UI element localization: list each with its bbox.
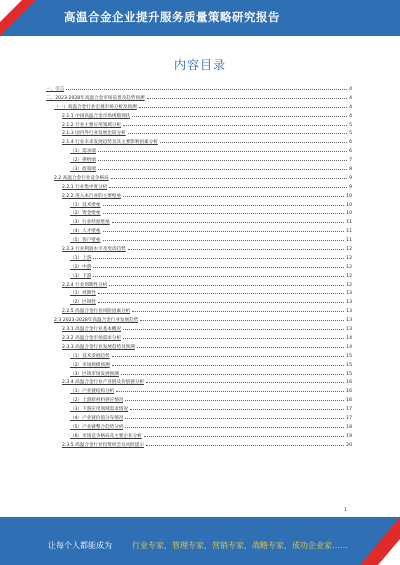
- toc-entry[interactable]: [46, 413, 352, 422]
- toc-leader-dots: [103, 235, 345, 241]
- toc-entry[interactable]: [46, 102, 352, 111]
- toc-leader-dots: [93, 253, 344, 259]
- toc-entry-page: 11: [346, 220, 352, 226]
- toc-entry-page: 11: [346, 238, 352, 244]
- toc-entry[interactable]: [46, 333, 352, 342]
- toc-entry-text: 2.2.2 进入本行业的主要壁垒: [62, 193, 122, 199]
- toc-entry-text: 2.3.3 高温合金行业发展趋势及预测: [62, 344, 135, 350]
- toc-entry-page: 13: [346, 309, 352, 315]
- toc-leader-dots: [98, 155, 347, 161]
- toc-entry-page: 4: [349, 104, 352, 110]
- toc-leader-dots: [66, 84, 347, 90]
- toc-entry-page: 7: [349, 158, 352, 164]
- toc-leader-dots: [132, 111, 347, 117]
- toc-entry[interactable]: [46, 111, 352, 120]
- toc-entry-text: （1）技术发展趋势: [70, 353, 110, 359]
- toc-entry-page: 14: [346, 344, 352, 350]
- toc-leader-dots: [112, 360, 344, 366]
- toc-entry-page: 8: [349, 167, 352, 173]
- toc-entry-text: （2）区域性: [70, 300, 96, 306]
- toc-entry-text: 2.1.4 行业未来发展趋势及其主要影响因素分析: [62, 140, 158, 146]
- toc-leader-dots: [93, 262, 344, 268]
- toc-entry-text: （2）资金壁垒: [70, 211, 101, 217]
- toc-leader-dots: [128, 128, 347, 134]
- toc-entry[interactable]: [46, 120, 352, 129]
- toc-entry-page: 16: [346, 389, 352, 395]
- toc-entry-text: 2.1.1 中国高温合金市场规模现状: [62, 113, 131, 119]
- toc-entry-text: （5）客户壁垒: [70, 238, 101, 244]
- toc-entry-page: 12: [346, 247, 352, 253]
- report-title: 高温合金企业提升服务质量策略研究报告: [64, 10, 280, 24]
- toc-entry[interactable]: [46, 235, 352, 244]
- toc-entry-page: 10: [346, 202, 352, 208]
- toc-entry[interactable]: [46, 422, 352, 431]
- toc-leader-dots: [112, 217, 344, 223]
- toc-leader-dots: [144, 431, 344, 437]
- toc-leader-dots: [140, 315, 344, 321]
- footer-slogan-right: 行业专家，管理专家，营销专家，战略专家，成功企业家……: [132, 541, 348, 550]
- toc-entry-page: 12: [346, 264, 352, 270]
- footer-white-corner: [378, 539, 400, 565]
- toc-entry[interactable]: [46, 208, 352, 217]
- toc-entry[interactable]: [46, 226, 352, 235]
- toc-leader-dots: [130, 404, 344, 410]
- toc-entry[interactable]: [46, 191, 352, 200]
- toc-entry[interactable]: [46, 440, 352, 449]
- toc-heading: 内容目录: [173, 58, 226, 72]
- toc-entry-text: 2.1.3 国内外行业发展比较分析: [62, 131, 126, 137]
- toc-entry-page: 11: [346, 229, 352, 235]
- toc-leader-dots: [103, 226, 345, 232]
- toc-leader-dots: [111, 173, 347, 179]
- toc-entry[interactable]: [46, 244, 352, 253]
- toc-leader-dots: [123, 191, 344, 197]
- toc-entry[interactable]: [46, 182, 352, 191]
- toc-entry[interactable]: [46, 377, 352, 386]
- toc-entry[interactable]: [46, 395, 352, 404]
- toc-entry[interactable]: [46, 217, 352, 226]
- toc-entry[interactable]: [46, 369, 352, 378]
- toc-entry-text: 一、引言: [46, 87, 65, 92]
- toc-entry-page: 10: [346, 193, 352, 199]
- toc-leader-dots: [125, 422, 344, 428]
- toc-leader-dots: [160, 137, 347, 143]
- toc-entry-page: 16: [346, 380, 352, 386]
- toc-entry-page: 12: [346, 273, 352, 279]
- toc-leader-dots: [109, 182, 347, 188]
- toc-entry-page: 12: [346, 255, 352, 261]
- toc-entry-page: 15: [346, 371, 352, 377]
- toc-entry-page: 10: [346, 211, 352, 217]
- toc-entry-page: 5: [349, 131, 352, 137]
- toc-leader-dots: [147, 93, 348, 99]
- toc-entry[interactable]: [46, 297, 352, 306]
- page-number: 1: [344, 508, 347, 513]
- header-band: [0, 0, 400, 36]
- toc-entry-text: （5）产业链整合趋势分析: [70, 424, 124, 430]
- toc-leader-dots: [98, 297, 344, 303]
- toc-entry[interactable]: [46, 173, 352, 182]
- toc-entry-text: 2.3 2023-2028年高温合金行业发展趋势: [54, 318, 139, 324]
- toc-entry-text: （1）需求端: [70, 149, 96, 155]
- toc-entry[interactable]: [46, 386, 352, 395]
- toc-entry-page: 19: [346, 433, 352, 439]
- toc-entry[interactable]: [46, 262, 352, 271]
- toc-leader-dots: [112, 351, 344, 357]
- toc-entry[interactable]: [46, 324, 352, 333]
- toc-leader-dots: [103, 208, 345, 214]
- toc-entry-text: 2.2.5 高温合金行业风险因素分析: [62, 309, 131, 315]
- toc-entry-page: 17: [346, 415, 352, 421]
- table-of-contents: [46, 84, 352, 449]
- toc-entry-text: （3）下游应用领域需求情况: [70, 407, 129, 413]
- toc-entry[interactable]: [46, 155, 352, 164]
- toc-entry-text: （2）上游原材料供应情况: [70, 398, 124, 404]
- toc-entry[interactable]: [46, 93, 352, 102]
- toc-entry-text: 2.2.4 行业周期性分析: [62, 282, 108, 288]
- toc-entry-text: （1）技术壁垒: [70, 202, 101, 208]
- toc-entry-text: （一）高温合金行业宏观市场分析及预测: [54, 104, 137, 110]
- toc-entry[interactable]: [46, 288, 352, 297]
- toc-leader-dots: [98, 164, 347, 170]
- toc-entry-page: 13: [346, 327, 352, 333]
- toc-entry-text: （2）市场规模预测: [70, 362, 110, 368]
- toc-entry[interactable]: [46, 315, 352, 324]
- toc-entry-text: （3）下游: [70, 273, 92, 279]
- toc-entry[interactable]: [46, 280, 352, 289]
- toc-leader-dots: [116, 386, 344, 392]
- toc-entry-text: 2.3.1 高温合金行业基本概况: [62, 327, 122, 333]
- toc-entry-page: 13: [346, 318, 352, 324]
- toc-entry-page: 14: [346, 335, 352, 341]
- toc-entry-page: 20: [346, 442, 352, 448]
- toc-leader-dots: [125, 395, 344, 401]
- toc-entry-text: 2.3.4 高温合金行业产业链及价值链分析: [62, 380, 145, 386]
- toc-entry[interactable]: [46, 253, 352, 262]
- toc-leader-dots: [146, 440, 344, 446]
- toc-entry-page: 4: [349, 87, 352, 92]
- toc-entry[interactable]: [46, 271, 352, 280]
- toc-entry-page: 9: [349, 175, 352, 181]
- toc-entry-page: 5: [349, 122, 352, 128]
- toc-leader-dots: [123, 120, 347, 126]
- toc-entry-page: 12: [346, 282, 352, 288]
- toc-entry-text: （3）政策端: [70, 167, 96, 173]
- toc-leader-dots: [98, 146, 347, 152]
- toc-entry-text: （4）产业链价值分布情况: [70, 415, 124, 421]
- toc-leader-dots: [146, 377, 344, 383]
- toc-leader-dots: [125, 413, 344, 419]
- toc-entry-page: 13: [346, 300, 352, 306]
- toc-entry-page: 9: [349, 184, 352, 190]
- toc-entry[interactable]: [46, 342, 352, 351]
- toc-entry-text: 二、2023-2028年高温合金市场前景及趋势预测: [46, 95, 145, 101]
- toc-entry-page: 4: [349, 113, 352, 119]
- toc-entry-text: 2.3.2 高温合金市场需求分析: [62, 335, 122, 341]
- toc-leader-dots: [137, 342, 344, 348]
- toc-leader-dots: [109, 280, 344, 286]
- toc-entry[interactable]: [46, 84, 352, 93]
- toc-leader-dots: [93, 271, 344, 277]
- toc-entry-text: 2.2.1 行业集中度分析: [62, 184, 108, 190]
- toc-entry-page: 15: [346, 362, 352, 368]
- toc-entry-text: （1）上游: [70, 255, 92, 261]
- header-white-corner: [0, 0, 22, 22]
- toc-entry-text: （4）人才壁垒: [70, 229, 101, 235]
- toc-leader-dots: [132, 306, 344, 312]
- toc-entry[interactable]: [46, 146, 352, 155]
- toc-entry[interactable]: [46, 404, 352, 413]
- toc-entry-text: （3）区域市场发展预测: [70, 371, 119, 377]
- footer-band: [0, 517, 400, 565]
- toc-entry[interactable]: [46, 360, 352, 369]
- toc-entry-text: （6）市场竞争格局及主要企业分析: [70, 433, 142, 439]
- toc-entry-page: 17: [346, 407, 352, 413]
- toc-entry-page: 6: [349, 140, 352, 146]
- toc-entry[interactable]: [46, 164, 352, 173]
- toc-entry-page: 4: [349, 95, 352, 101]
- toc-entry[interactable]: [46, 200, 352, 209]
- footer-slogan-left: 让每个人都能成为: [48, 541, 112, 550]
- toc-entry-text: 2.2 高温合金行业竞争格局: [54, 175, 109, 181]
- toc-leader-dots: [139, 102, 347, 108]
- toc-entry-text: 2.3.5 高温合金行业投资机会及风险提示: [62, 442, 145, 448]
- toc-leader-dots: [123, 324, 344, 330]
- toc-entry-page: 16: [346, 398, 352, 404]
- toc-leader-dots: [121, 369, 344, 375]
- toc-leader-dots: [98, 288, 344, 294]
- toc-entry[interactable]: [46, 137, 352, 146]
- toc-entry[interactable]: [46, 351, 352, 360]
- toc-leader-dots: [123, 333, 344, 339]
- toc-entry-page: 13: [346, 291, 352, 297]
- toc-entry[interactable]: [46, 306, 352, 315]
- toc-entry-text: 2.2.3 行业利润水平及变动趋势: [62, 247, 126, 253]
- toc-entry-text: 2.1.2 行业主要应用领域分析: [62, 122, 122, 128]
- toc-entry-page: 15: [346, 353, 352, 359]
- toc-entry[interactable]: [46, 128, 352, 137]
- toc-entry[interactable]: [46, 431, 352, 440]
- toc-entry-text: （3）行业经验壁垒: [70, 220, 110, 226]
- toc-entry-page: 18: [346, 424, 352, 430]
- toc-entry-text: （2）中游: [70, 264, 92, 270]
- toc-entry-page: 6: [349, 149, 352, 155]
- toc-entry-text: （2）供给端: [70, 158, 96, 164]
- toc-entry-text: （1）产业链结构分析: [70, 389, 115, 395]
- toc-entry-text: （1）周期性: [70, 291, 96, 297]
- toc-leader-dots: [128, 244, 344, 250]
- toc-leader-dots: [103, 200, 345, 206]
